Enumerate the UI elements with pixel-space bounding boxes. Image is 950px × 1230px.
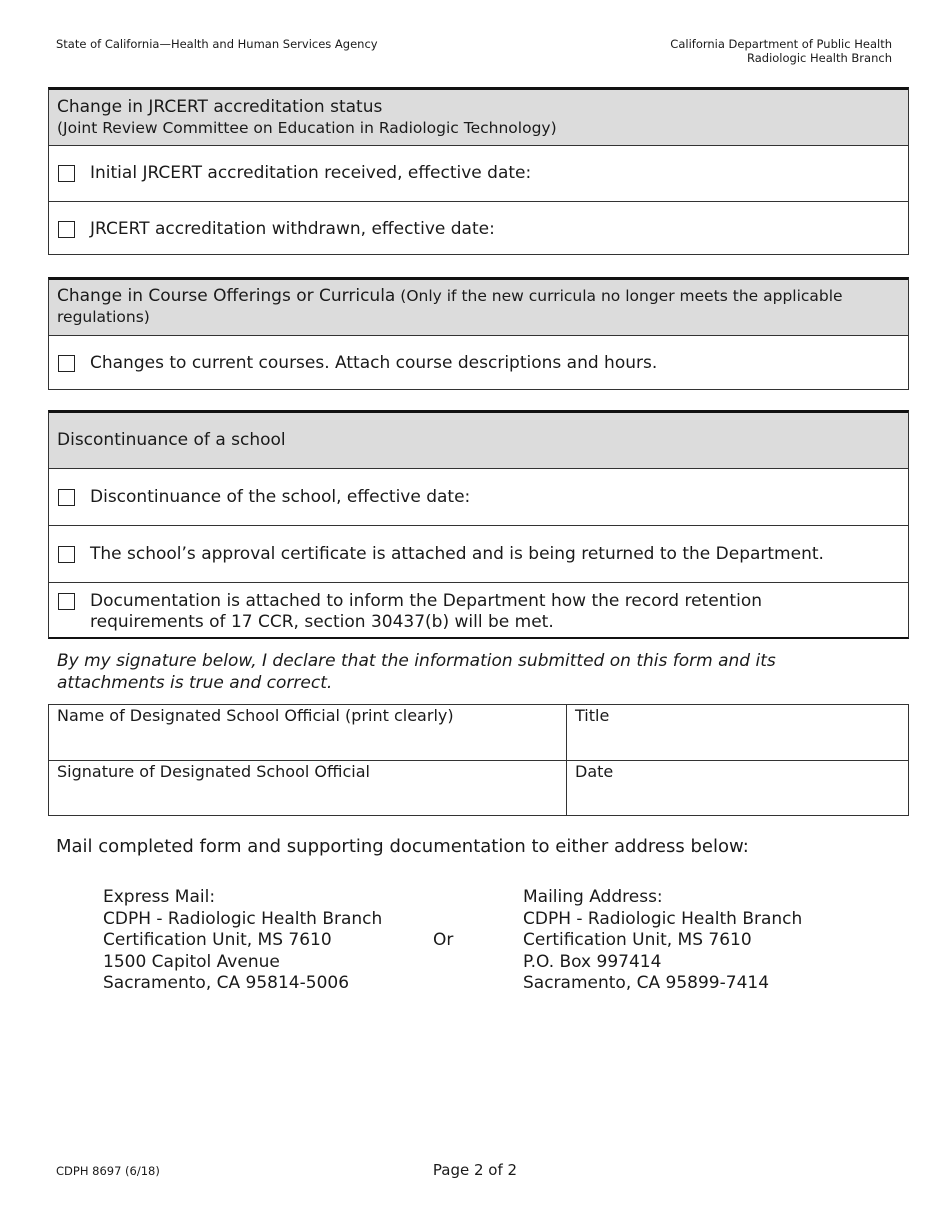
- signature-date-label: Date: [575, 762, 614, 781]
- official-signature-field[interactable]: [49, 761, 567, 816]
- signature-table: [48, 704, 909, 816]
- official-name-field[interactable]: [49, 705, 567, 760]
- curricula-section-header: [49, 280, 908, 336]
- official-signature-label: Signature of Designated School Official: [57, 762, 370, 781]
- certificate-returned-row: [49, 526, 908, 583]
- address-line: Certification Unit, MS 7610: [523, 930, 752, 950]
- header-department-block: [670, 37, 892, 65]
- jrcert-section-header: [49, 90, 908, 146]
- curricula-changes-row: [49, 336, 908, 390]
- record-retention-row: [49, 583, 908, 639]
- discontinuance-date-checkbox[interactable]: [58, 489, 75, 506]
- address-line: Certification Unit, MS 7610: [103, 930, 332, 950]
- curricula-changes-checkbox[interactable]: [58, 355, 75, 372]
- express-mail-address: [103, 887, 382, 995]
- address-line: CDPH - Radiologic Health Branch: [523, 908, 803, 929]
- discontinuance-section: [48, 410, 909, 639]
- form-number: CDPH 8697 (6/18): [56, 1164, 160, 1178]
- jrcert-section-subtitle: (Joint Review Committee on Education in Radiologic Technology): [57, 119, 557, 137]
- address-line: CDPH - Radiologic Health Branch: [103, 908, 383, 929]
- discontinuance-section-header: [49, 413, 908, 469]
- jrcert-withdrawn-checkbox[interactable]: [58, 221, 75, 238]
- jrcert-received-checkbox[interactable]: [58, 165, 75, 182]
- header-agency: State of California—Health and Human Services Agency: [56, 37, 378, 51]
- jrcert-received-label: Initial JRCERT accreditation received, effective date:: [90, 163, 532, 183]
- record-retention-checkbox[interactable]: [58, 593, 75, 610]
- jrcert-section-title: Change in JRCERT accreditation status: [57, 97, 383, 117]
- certificate-returned-checkbox[interactable]: [58, 546, 75, 563]
- header-department: California Department of Public Health: [670, 37, 892, 51]
- discontinuance-date-row: [49, 469, 908, 526]
- curricula-changes-label: Changes to current courses. Attach course descriptions and hours.: [90, 352, 658, 373]
- signature-table-row: [49, 761, 908, 816]
- curricula-section-note: (Only if the new curricula no longer meets the applicable regulations): [57, 287, 843, 326]
- jrcert-received-row: [49, 146, 908, 202]
- address-or-separator: Or: [433, 930, 454, 950]
- jrcert-withdrawn-row: [49, 202, 908, 257]
- official-title-field[interactable]: [567, 705, 908, 760]
- jrcert-section: [48, 87, 909, 255]
- declaration-text: By my signature below, I declare that the information submitted on this form and its attachments is true and correct.: [57, 651, 776, 693]
- curricula-section: [48, 277, 909, 390]
- header-branch: Radiologic Health Branch: [746, 51, 892, 65]
- signature-date-field[interactable]: [567, 761, 908, 816]
- jrcert-withdrawn-label: JRCERT accreditation withdrawn, effective date:: [90, 219, 495, 239]
- mail-instructions: Mail completed form and supporting documentation to either address below:: [56, 836, 749, 857]
- address-line: 1500 Capitol Avenue: [103, 951, 280, 972]
- express-mail-heading: Express Mail:: [103, 887, 216, 907]
- address-line: Sacramento, CA 95899-7414: [523, 973, 770, 993]
- discontinuance-date-label: Discontinuance of the school, effective date:: [90, 486, 471, 507]
- curricula-section-title: Change in Course Offerings or Curricula: [57, 286, 396, 306]
- signature-table-row: [49, 705, 908, 761]
- record-retention-label: Documentation is attached to inform the Department how the record retention requirements of 17 CCR, section 30437(b) will be met.: [90, 591, 762, 632]
- official-title-label: Title: [575, 706, 610, 725]
- address-line: Sacramento, CA 95814-5006: [103, 973, 350, 993]
- official-name-label: Name of Designated School Official (print clearly): [57, 706, 454, 725]
- mailing-address: [523, 887, 802, 995]
- mailing-address-heading: Mailing Address:: [523, 887, 663, 907]
- certificate-returned-label: The school’s approval certificate is attached and is being returned to the Department.: [90, 543, 824, 564]
- page-number: Page 2 of 2: [432, 1161, 518, 1179]
- address-line: P.O. Box 997414: [523, 951, 662, 972]
- discontinuance-section-title: Discontinuance of a school: [57, 430, 286, 450]
